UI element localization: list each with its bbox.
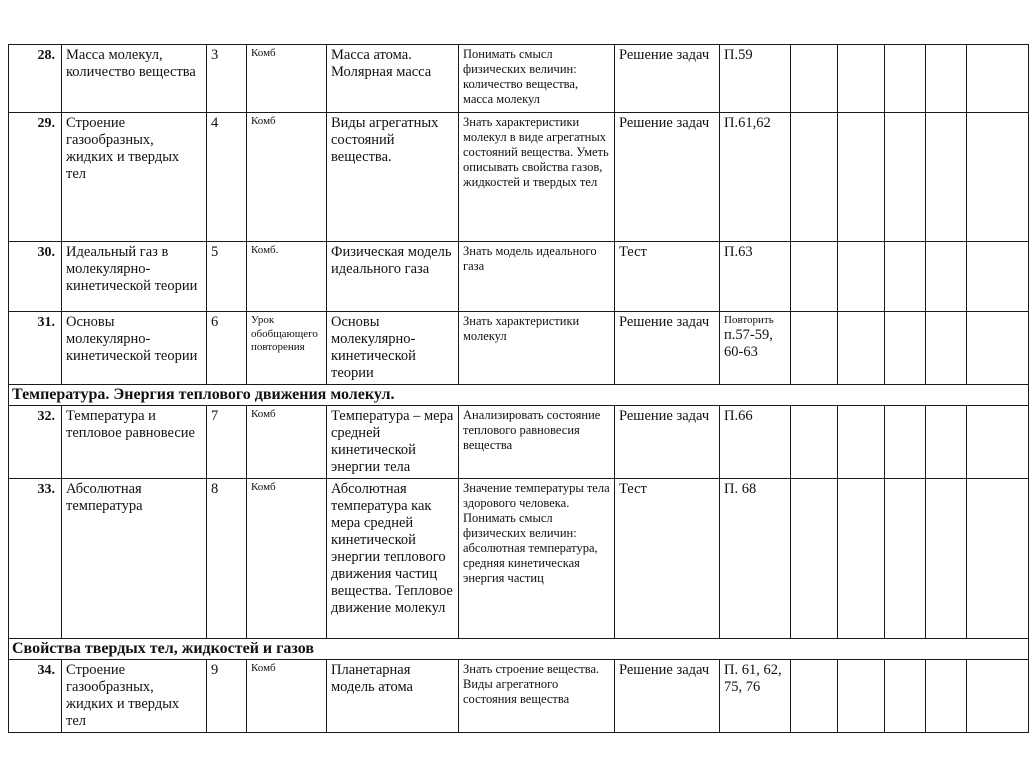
empty-cell xyxy=(926,45,967,113)
empty-cell xyxy=(838,312,885,385)
section-title: Свойства твердых тел, жидкостей и газов xyxy=(9,639,1029,660)
empty-cell xyxy=(885,113,926,242)
empty-cell xyxy=(926,406,967,479)
empty-cell xyxy=(838,660,885,733)
lesson-homework xyxy=(720,406,791,479)
empty-cell xyxy=(885,45,926,113)
empty-cell xyxy=(885,406,926,479)
lesson-content: Виды агрегатных состояний вещества. xyxy=(327,113,459,242)
empty-cell xyxy=(967,113,1029,242)
lesson-plan-table xyxy=(8,44,1029,733)
lesson-number: 34. xyxy=(9,660,62,733)
empty-cell xyxy=(885,242,926,312)
lesson-type: Урок обобщающего повторения xyxy=(247,312,327,385)
lesson-content: Масса атома. Молярная масса xyxy=(327,45,459,113)
empty-cell xyxy=(967,45,1029,113)
table-row xyxy=(9,242,1029,312)
empty-cell xyxy=(926,660,967,733)
lesson-requirements: Анализировать состояние теплового равновесия вещества xyxy=(459,406,615,479)
document-page xyxy=(8,44,1028,733)
empty-cell xyxy=(967,242,1029,312)
homework-ref: П.59 xyxy=(724,47,753,63)
section-title: Температура. Энергия теплового движения молекул. xyxy=(9,385,1029,406)
empty-cell xyxy=(967,660,1029,733)
table-row xyxy=(9,312,1029,385)
lesson-control: Решение задач xyxy=(615,406,720,479)
empty-cell xyxy=(885,312,926,385)
empty-cell xyxy=(791,242,838,312)
empty-cell xyxy=(885,479,926,639)
empty-cell xyxy=(791,406,838,479)
lesson-requirements: Знать характеристики молекул xyxy=(459,312,615,385)
lesson-content: Физическая модель идеального газа xyxy=(327,242,459,312)
lesson-topic: Абсолютная температура xyxy=(62,479,207,639)
lesson-control: Решение задач xyxy=(615,312,720,385)
lesson-control: Тест xyxy=(615,242,720,312)
empty-cell xyxy=(926,242,967,312)
lesson-homework xyxy=(720,242,791,312)
empty-cell xyxy=(838,242,885,312)
empty-cell xyxy=(791,113,838,242)
empty-cell xyxy=(926,479,967,639)
table-row xyxy=(9,113,1029,242)
homework-ref: П. 61, 62, 75, 76 xyxy=(724,662,782,695)
homework-ref: П.66 xyxy=(724,408,753,424)
empty-cell xyxy=(791,660,838,733)
empty-cell xyxy=(791,479,838,639)
section-header-row xyxy=(9,639,1029,660)
lesson-number: 29. xyxy=(9,113,62,242)
lesson-control: Решение задач xyxy=(615,45,720,113)
lesson-homework xyxy=(720,660,791,733)
table-body xyxy=(9,45,1029,733)
lesson-content: Температура – мера средней кинетической энергии тела xyxy=(327,406,459,479)
lesson-hour: 4 xyxy=(207,113,247,242)
lesson-hour: 5 xyxy=(207,242,247,312)
lesson-number: 32. xyxy=(9,406,62,479)
homework-ref: П.63 xyxy=(724,244,753,260)
homework-ref: П. 68 xyxy=(724,481,757,497)
lesson-topic: Температура и тепловое равновесие xyxy=(62,406,207,479)
homework-note: Повторить xyxy=(724,314,774,326)
lesson-hour: 3 xyxy=(207,45,247,113)
lesson-requirements: Значение температуры тела здорового человека. Понимать смысл физических величин: абсолютная температура, средняя кинетическая энергия частиц xyxy=(459,479,615,639)
lesson-content: Основы молекулярно-кинетической теории xyxy=(327,312,459,385)
section-header-row xyxy=(9,385,1029,406)
empty-cell xyxy=(926,312,967,385)
empty-cell xyxy=(838,406,885,479)
empty-cell xyxy=(967,479,1029,639)
lesson-type: Комб xyxy=(247,113,327,242)
empty-cell xyxy=(838,113,885,242)
lesson-homework xyxy=(720,479,791,639)
lesson-number: 33. xyxy=(9,479,62,639)
empty-cell xyxy=(791,45,838,113)
table-row xyxy=(9,660,1029,733)
lesson-type: Комб. xyxy=(247,242,327,312)
lesson-number: 31. xyxy=(9,312,62,385)
lesson-control: Решение задач xyxy=(615,660,720,733)
lesson-type: Комб xyxy=(247,479,327,639)
lesson-homework xyxy=(720,312,791,385)
table-row xyxy=(9,45,1029,113)
empty-cell xyxy=(791,312,838,385)
lesson-homework xyxy=(720,45,791,113)
lesson-hour: 6 xyxy=(207,312,247,385)
table-row xyxy=(9,479,1029,639)
lesson-type: Комб xyxy=(247,45,327,113)
lesson-homework xyxy=(720,113,791,242)
lesson-hour: 7 xyxy=(207,406,247,479)
homework-ref: П.61,62 xyxy=(724,115,771,131)
lesson-topic: Масса молекул, количество вещества xyxy=(62,45,207,113)
lesson-hour: 9 xyxy=(207,660,247,733)
lesson-number: 30. xyxy=(9,242,62,312)
lesson-requirements: Знать характеристики молекул в виде агрегатных состояний вещества. Уметь описывать свойства газов, жидкостей и твердых тел xyxy=(459,113,615,242)
lesson-topic: Строение газообразных, жидких и твердых тел xyxy=(62,113,207,242)
lesson-type: Комб xyxy=(247,660,327,733)
lesson-type: Комб xyxy=(247,406,327,479)
lesson-content: Планетарная модель атома xyxy=(327,660,459,733)
lesson-requirements: Знать строение вещества. Виды агрегатного состояния вещества xyxy=(459,660,615,733)
lesson-content: Абсолютная температура как мера средней кинетической энергии теплового движения частиц вещества. Тепловое движение молекул xyxy=(327,479,459,639)
empty-cell xyxy=(885,660,926,733)
lesson-topic: Основы молекулярно-кинетической теории xyxy=(62,312,207,385)
lesson-topic: Строение газообразных, жидких и твердых тел xyxy=(62,660,207,733)
lesson-hour: 8 xyxy=(207,479,247,639)
lesson-requirements: Понимать смысл физических величин: количество вещества, масса молекул xyxy=(459,45,615,113)
lesson-number: 28. xyxy=(9,45,62,113)
table-row xyxy=(9,406,1029,479)
empty-cell xyxy=(926,113,967,242)
empty-cell xyxy=(967,312,1029,385)
lesson-control: Тест xyxy=(615,479,720,639)
lesson-requirements: Знать модель идеального газа xyxy=(459,242,615,312)
homework-ref: п.57-59, 60-63 xyxy=(724,327,773,360)
lesson-topic: Идеальный газ в молекулярно-кинетической теории xyxy=(62,242,207,312)
empty-cell xyxy=(967,406,1029,479)
empty-cell xyxy=(838,479,885,639)
empty-cell xyxy=(838,45,885,113)
lesson-control: Решение задач xyxy=(615,113,720,242)
